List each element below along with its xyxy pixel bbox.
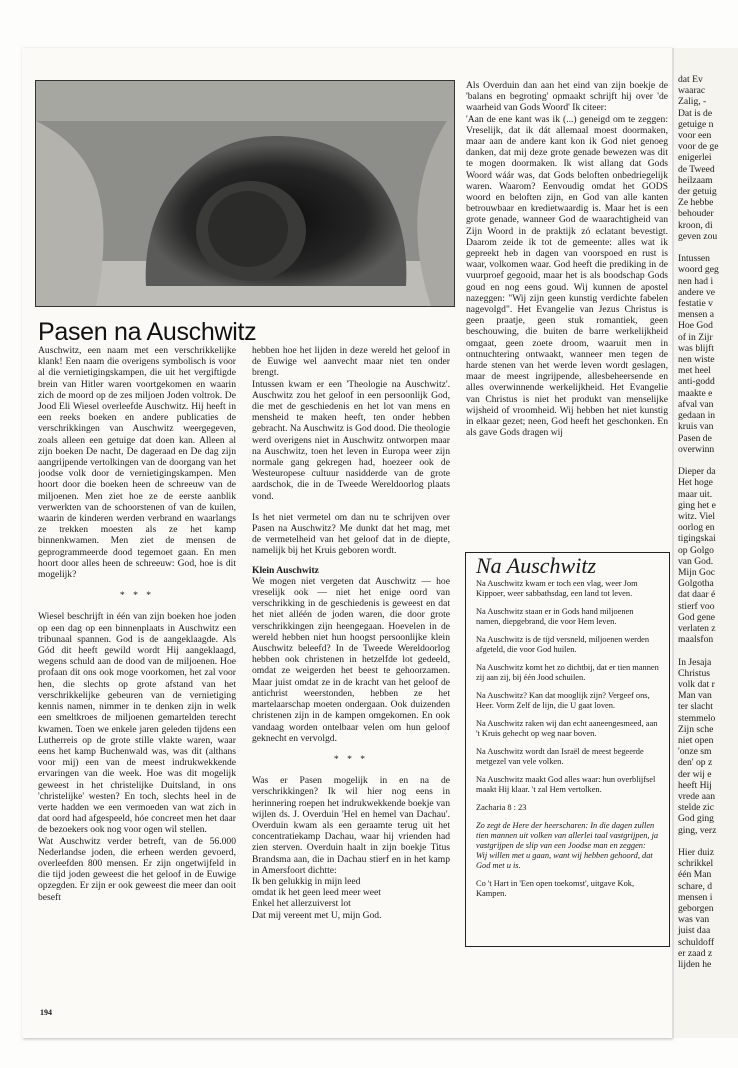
bible-reference: Zacharia 8 : 23: [476, 803, 527, 812]
facing-page-line: de Tweed: [678, 163, 715, 175]
poem-line: Ik ben gelukkig in mijn leed: [252, 875, 361, 887]
facing-page-line: nen wiste: [678, 354, 715, 366]
paragraph: We mogen niet vergeten dat Auschwitz — hoe vreselijk ook — niet het enige oord van verschrikking in de geschiedenis is geweest en dat het niet alléén de joden waren, die door grote verschrikkingen zijn heengegaan. Hoevelen in de wereld hebben niet hun hoogst persoonlijke klein Auschwitz beleefd? In de Tweede Wereldoorlog hebben ook christenen in hetzelfde lot gedeeld, omdat ze weigerden het beest te gehoorzamen. Maar juist omdat ze in de kracht van het geloof de antichrist weerstonden, hebben ze het martelaarschap moeten ondergaan. Ook duizenden christenen zijn in de kampen omgekomen. En ook vandaag worden ontelbaar velen om hun geloof geknecht en vervolgd.: [252, 575, 450, 744]
facing-page-line: maakte e: [678, 387, 713, 399]
paragraph: Wat Auschwitz verder betreft, van de 56.000 Nederlandse joden, die erheen werden gevoerd, overleefden 800 mensen. Er zijn ongetwijfeld in die tijd joden geweest die het geloof in de Euwige opzegden. Er zijn er ook geweest die meer dan ooit beseft: [38, 835, 236, 903]
facing-page-line: der wij e: [678, 768, 712, 780]
facing-page-line: schuldoff: [678, 936, 715, 948]
facing-page-line: Ze hebbe: [678, 197, 714, 209]
facing-page-line: niet open: [678, 734, 714, 746]
facing-page-line: Man van: [678, 690, 712, 702]
facing-page-line: woord geg: [678, 264, 719, 276]
facing-page-line: vrede aan: [678, 791, 716, 802]
section-divider: * * *: [333, 753, 369, 765]
facing-page-line: festatie v: [678, 298, 713, 310]
poem-stanza: Na Auschwitz wordt dan Israël de meest begeerde metgezel van vele volken.: [476, 747, 644, 766]
facing-page-line: enigerlei: [678, 152, 712, 164]
facing-page-line: voor een: [678, 130, 712, 142]
facing-page-line: anti-godd: [678, 376, 715, 388]
facing-page-line: er zaad z: [678, 947, 713, 959]
facing-page-line: Zalig, -: [678, 96, 707, 108]
poem-stanza: Na Auschwitz raken wij dan echt aaneengesmeed, aan 't Kruis gehecht op weg naar boven.: [476, 719, 658, 738]
facing-page-line: één Man: [678, 869, 712, 881]
facing-page-line: overwinn: [678, 443, 715, 455]
facing-page-line: schare, d: [678, 880, 713, 892]
facing-page-line: Golgotha: [678, 578, 714, 590]
paragraph: 'Aan de ene kant was ik (...) geneigd om te zeggen: Vreselijk, dat ik dát allemaal moest doormaken, maar aan de andere kant kon ik God niet genoeg danken, dat mij deze grote genade bewezen was dit te mogen doormaken. Ik wist allang dat Gods Woord wáár was, dat Gods beloften onbedriegelijk waren. Waarom? Eenvoudig omdat het GODS woord en beloften zijn, en God van alle kanten betrouwbaar en kredietwaardig is. Maar het is een grote genade, wanneer God de waarachtigheid van Zijn Woord in de praktijk zó eclatant bevestigt. Daarom zeide ik tot de gemeente: alles wat ik gepreekt heb in dagen van voorspoed en rust is waar, volkomen waar. God heeft die prediking in de vuurproef gegooid, maar het is als boodschap Gods goud en nog eens goud. Wij kunnen de apostel nazeggen: "Wij zijn geen kunstig verdichte fabelen nagevolgd". Het Evangelie van Jezus Christus is geen praatje, geen stuk romantiek, geen beschouwing, die buiten de barre werkelijkheid omgaat, geen zoete droom, waaruit men in ontnuchtering ontwaakt, wanneer men tegen de harde stenen van het werde leven wordt geslagen, maar de meest ingrijpende, allesbeheersende en alles overwinnende werkelijkheid. Het Evangelie van Christus is niet het produkt van menselijke wijsheid of vroomheid. Wij hebben het niet kunstig in elkaar gezet; neen, God heeft het geschonken. En als gave Gods dragen wij: [466, 113, 668, 439]
facing-page-line: Mijn Goc: [678, 566, 716, 578]
facing-page-line: Pasen de: [678, 432, 712, 444]
facing-page-line: heeft Hij: [678, 779, 712, 791]
facing-page-line: maalsfon: [678, 634, 714, 646]
facing-page-line: geven zou: [678, 230, 718, 242]
bible-quote: Zo zegt de Here der heerscharen: In die dagen zullen tien mannen uit volken van allerlei taal vastgrijpen, ja vastgrijpen de slip van een Joodse man en zeggen: Wij willen met u gaan, want wij hebben gehoord, dat God met u is.: [476, 821, 659, 870]
poem-line: Dat mij vereent met U, mijn God.: [252, 909, 382, 921]
facing-page-line: [674, 645, 738, 656]
facing-page-line: stierf voo: [678, 600, 715, 612]
paragraph: Auschwitz, een naam met een verschrikkelijke klank! Een naam die overigens symbolisch is voor al die vernietigingskampen, die uit het vergiftigde brein van Hitler waren voortgekomen en waarin zich de moord op de zes miljoen Joden voltrok. De Jood Eli Wiesel overleefde Auschwitz. Hij heeft in een reeks boeken en andere publicaties de verschrikkingen van Auschwitz weergegeven, zoals alleen een getuige dat doen kan. Alleen al zijn boeken De nacht, De dageraad en De dag zijn aangrijpende vertolkingen van de doorgang van het joodse volk door de vernietigingskampen. Men hoort door die boeken heen de schreeuw van de miljoenen. Men ziet hoe ze de eerste aanblik verwerkten van de schoorstenen of van de kuilen, waarin de kinderen werden verbrand en waarlangs ze trekken moesten als ze het kamp binnenkwamen. Men ziet de mensen de geprogrammeerde dood tegemoet gaan. En men hoort door alles heen de schreeuw: God, hoe is dit mogelijk?: [38, 345, 236, 581]
facing-page-line: afval van: [678, 398, 714, 410]
facing-page-line: getuige n: [678, 118, 714, 130]
poem-stanza: Na Auschwitz staan er in Gods hand miljoenen namen, diepgebrand, die voor Hem leven.: [476, 607, 634, 626]
facing-page-line: Dieper da: [678, 466, 716, 478]
poem-box: [465, 552, 670, 947]
paragraph: Was er Pasen mogelijk in en na de verschrikkingen? Ik wil hier nog eens in herinnering roepen het indrukwekkende boekje van wijlen ds. J. Overduin 'Hel en hemel van Dachau'. Overduin kwam als een geraamte terug uit het concentratiekamp Dachau, waar hij vrienden had zien sterven. Overduin haalt in zijn boekje Titus Brandsma aan, die in Dachau stierf en in het kamp in Amersfoort dichtte:: [252, 775, 450, 876]
article-title: Pasen na Auschwitz: [38, 318, 257, 346]
paragraph: Is het niet vermetel om dan nu te schrijven over Pasen na Auschwitz? Me dunkt dat het mag, met de vermetelheid van het geloof dat in de diepte, namelijk bij het Kruis geboren wordt.: [252, 511, 450, 557]
facing-page-line: schrikkel: [678, 858, 714, 870]
page-number: 194: [40, 1008, 52, 1017]
paragraph: Wiesel beschrijft in één van zijn boeken hoe joden op een dag op een binnenplaats in Auschwitz een tribunaal spannen. God is de aangeklaagde. Als Gód dit heeft gewild wordt Hij aangeklaagd, wegens schuld aan de dood van de miljoenen. Hoe profaan dit ons ook moge voorkomen, het zal voor hen, die slechts op grote afstand van het verschrikkelijke gebeuren van de vernietiging kennis namen, nimmer in te denken zijn in welk een smeltkroes de miljoenen gemartelden terecht kwamen. Toen we enkele jaren geleden tijdens een Lutherreis op de grote stille vlakte waren, waar eens het kamp Buchenwald was, was dit (althans voor mij) een van de meest indrukwekkende ervaringen van die week. Hoe was dit mogelijk geweest in het christelijke Duitsland, in ons 'christelijke' westen? En toch, slechts heel in de verte hadden we een vermoeden van wat zich in dat oord had afgespeeld, hóe concreet men het daar de bezoekers ook nog voor ogen wil stellen.: [38, 611, 236, 836]
poem-stanza: Na Auschwitz kwam er toch een vlag, weer Jom Kippoer, weer sabbathsdag, een land tot leven.: [476, 579, 638, 598]
facing-page-line: verlaten z: [678, 622, 716, 634]
paragraph: hebben hoe het lijden in deze wereld het geloof in de Euwige wel aanvecht maar niet ten onder brengt.: [252, 345, 450, 379]
facing-page-line: [674, 242, 738, 253]
facing-page-line: 'onze sm: [678, 746, 712, 758]
facing-page-line: was van: [678, 914, 710, 926]
facing-page-line: kroon, di: [678, 219, 713, 231]
facing-page-line: voor de ge: [678, 141, 719, 153]
facing-page-line: andere ve: [678, 286, 716, 298]
facing-page-line: witz. Viel: [678, 510, 716, 522]
facing-page-line: gedaan in: [678, 410, 716, 422]
poem-line: Enkel het allerzuiverst lot: [252, 898, 351, 910]
facing-page-line: dat daar é: [678, 589, 716, 601]
facing-page-line: God ging: [678, 813, 714, 825]
facing-page-line: dat Ev: [678, 74, 703, 85]
facing-page-line: maar uit.: [678, 488, 713, 500]
facing-page-text: [674, 48, 738, 970]
column-2: [252, 345, 450, 1010]
facing-page-line: [674, 455, 738, 466]
poem-credit: Co 't Hart in 'Een open toekomst', uitgave Kok, Kampen.: [476, 879, 635, 898]
facing-page-line: tigingskai: [678, 533, 716, 545]
facing-page-line: der getuig: [678, 186, 717, 198]
poem-stanza: Na Auschwitz maakt God alles waar: hun overblijfsel maakt Hij klaar. 't zal Hem vertolken.: [476, 775, 656, 794]
column-1: [38, 345, 236, 1010]
poem-line: omdat ik het geen leed meer weet: [252, 887, 381, 899]
facing-page-line: Het hoge: [678, 477, 713, 489]
facing-page-line: of in Zijr: [678, 331, 713, 343]
facing-page-line: Intussen: [678, 253, 710, 265]
facing-page-line: mensen a: [678, 309, 714, 321]
facing-page-line: juist daa: [678, 925, 711, 937]
facing-page-edge: [672, 48, 738, 1038]
poem-title: Na Auschwitz: [476, 553, 597, 578]
facing-page-line: van God.: [678, 555, 714, 567]
facing-page-line: Christus: [678, 667, 710, 679]
facing-page-line: met heel: [678, 365, 711, 377]
facing-page-line: heilzaam: [678, 174, 713, 186]
facing-page-line: geborgen: [678, 903, 714, 915]
section-divider: * * *: [119, 590, 155, 602]
facing-page-line: ging, verz: [678, 824, 717, 836]
facing-page-line: [674, 836, 738, 847]
facing-page-line: ter slacht: [678, 701, 713, 713]
facing-page-line: kruis van: [678, 421, 714, 433]
facing-page-line: den' op z: [678, 757, 713, 769]
facing-page-line: behouder: [678, 208, 714, 220]
subheading: Klein Auschwitz: [252, 564, 319, 576]
facing-page-line: ging het e: [678, 499, 716, 511]
facing-page-line: op Golgo: [678, 544, 714, 556]
facing-page-line: stelde zic: [678, 802, 714, 814]
cave-photo: [35, 80, 455, 307]
paragraph: Intussen kwam er een 'Theologie na Auschwitz'. Auschwitz zou het geloof in een persoonlijk God, die met de geschiedenis en het lot van mens en mensheid te maken heeft, ten onder hebben gebracht. Na Auschwitz is God dood. Die theologie werd overigens niet in Auschwitz ontworpen maar na Auschwitz, toen het leven in Europa weer zijn normale gang gekregen had, hoezeer ook de Westeuropese cultuur nasidderde van de grote aardschok, die in de Tweede Wereldoorlog plaats vond.: [252, 378, 450, 502]
facing-page-line: was blijft: [678, 342, 714, 354]
poem-stanza: Na Auschwitz komt het zo dichtbij, dat er tien mannen zij aan zij, bij één Jood schuilen.: [476, 663, 659, 682]
paragraph: Als Overduin dan aan het eind van zijn boekje de 'balans en begroting' opmaakt schrijft hij over 'de waarheid van Gods Woord' Ik citeer:: [466, 80, 668, 114]
facing-page-line: oorlog en: [678, 522, 715, 534]
facing-page-line: stemmelo: [678, 712, 716, 724]
facing-page-line: waarac: [678, 85, 706, 97]
facing-page-line: God gene: [678, 611, 716, 623]
facing-page-line: volk dat r: [678, 678, 715, 690]
facing-page-line: nen had i: [678, 275, 714, 287]
facing-page-line: Zijn sche: [678, 723, 714, 735]
poem-stanza: Na Auschwitz is de tijd versneld, miljoenen werden afgeteld, die voor God huilen.: [476, 635, 650, 654]
poem-stanza: Na Auschwitz? Kan dat mooglijk zijn? Vergeef ons, Heer. Vorm Zelf de lijn, die U gaat loven.: [476, 691, 650, 710]
column-3: [466, 80, 668, 542]
cave-tomb-image: [36, 81, 454, 306]
facing-page-line: Hoe God: [678, 320, 713, 332]
facing-page-line: lijden he: [678, 959, 712, 971]
facing-page-line: mensen i: [678, 891, 713, 903]
facing-page-line: In Jesaja: [678, 656, 712, 668]
facing-page-line: Dat is de: [678, 107, 713, 119]
facing-page-line: Hier duiz: [678, 847, 714, 859]
